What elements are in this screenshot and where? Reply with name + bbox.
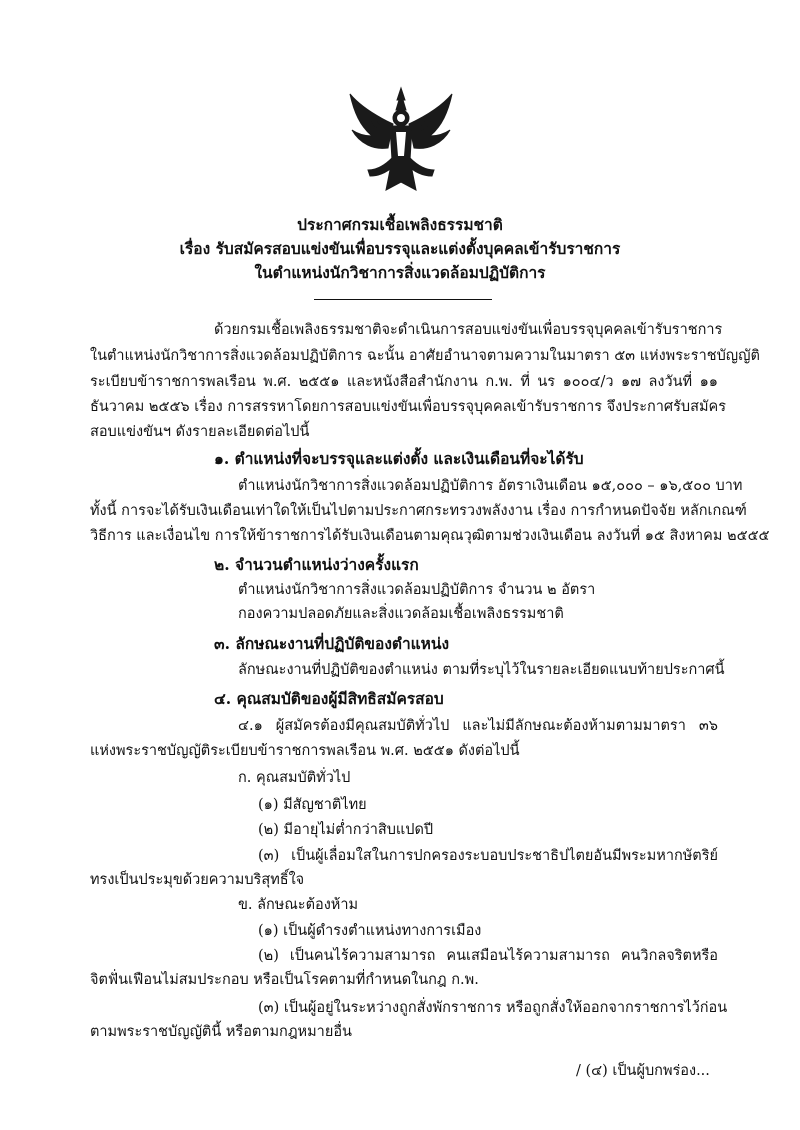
section-3-heading: ๓. ลักษณะงานที่ปฏิบัติของตำแหน่ง <box>214 634 450 653</box>
section-4-1-line-2: แห่งพระราชบัญญัติระเบียบข้าราชการพลเรือน พ.ศ. ๒๕๕๑ ดังต่อไปนี้ <box>90 743 520 759</box>
section-2-line-1: ตำแหน่งนักวิชาการสิ่งแวดล้อมปฏิบัติการ จำนวน ๒ อัตรา <box>238 582 596 598</box>
title-divider <box>314 299 492 300</box>
section-4-heading: ๔. คุณสมบัติของผู้มีสิทธิสมัครสอบ <box>214 689 444 708</box>
intro-line-1: ด้วยกรมเชื้อเพลิงธรรมชาติจะดำเนินการสอบแข่งขันเพื่อบรรจุบุคคลเข้ารับราชการ <box>214 322 723 338</box>
qualification-item-3-line-1: (๓) เป็นผู้เลื่อมใสในการปกครองระบอบประชาธิปไตยอันมีพระมหากษัตริย์ <box>258 848 718 864</box>
intro-line-5: สอบแข่งขันฯ ดังรายละเอียดต่อไปนี้ <box>90 424 310 440</box>
qualifications-heading: ก. คุณสมบัติทั่วไป <box>238 770 351 786</box>
announcement-issuer: ประกาศกรมเชื้อเพลิงธรรมชาติ <box>297 215 503 234</box>
announcement-position: ในตำแหน่งนักวิชาการสิ่งแวดล้อมปฏิบัติการ <box>254 263 546 282</box>
section-1-heading: ๑. ตำแหน่งที่จะบรรจุและแต่งตั้ง และเงินเดือนที่จะได้รับ <box>214 449 584 468</box>
intro-line-4: ธันวาคม ๒๕๕๖ เรื่อง การสรรหาโดยการสอบแข่งขันเพื่อบรรจุบุคคลเข้ารับราชการ จึงประกาศรับสมัคร <box>90 399 726 415</box>
section-3-line-1: ลักษณะงานที่ปฏิบัติของตำแหน่ง ตามที่ระบุไว้ในรายละเอียดแนบท้ายประกาศนี้ <box>238 662 725 678</box>
section-1-line-1: ตำแหน่งนักวิชาการสิ่งแวดล้อมปฏิบัติการ อัตราเงินเดือน ๑๕,๐๐๐ – ๑๖,๕๐๐ บาท <box>238 478 743 494</box>
qualification-item-3-line-2: ทรงเป็นประมุขด้วยความบริสุทธิ์ใจ <box>90 872 305 888</box>
garuda-emblem-icon <box>346 86 456 198</box>
section-2-heading: ๒. จำนวนตำแหน่งว่างครั้งแรก <box>214 555 419 574</box>
section-2-line-2: กองความปลอดภัยและสิ่งแวดล้อมเชื้อเพลิงธรรมชาติ <box>238 606 564 622</box>
prohibition-item-1: (๑) เป็นผู้ดำรงตำแหน่งทางการเมือง <box>258 923 482 939</box>
section-1-line-3: วิธีการ และเงื่อนไข การให้ข้าราชการได้รับเงินเดือนตามคุณวุฒิตามช่วงเงินเดือน ลงวันที่ ๑๕ สิงหาคม ๒๕๕๕ <box>90 528 770 544</box>
section-1-line-2: ทั้งนี้ การจะได้รับเงินเดือนเท่าใดให้เป็นไปตามประกาศกระทรวงพลังงาน เรื่อง การกำหนดปัจจัย หลักเกณฑ์ <box>90 503 747 519</box>
qualification-item-2: (๒) มีอายุไม่ต่ำกว่าสิบแปดปี <box>258 822 434 838</box>
intro-line-3: ระเบียบข้าราชการพลเรือน พ.ศ. ๒๕๕๑ และหนังสือสำนักงาน ก.พ. ที่ นร ๑๐๐๔/ว ๑๗ ลงวันที่ ๑๑ <box>90 374 718 390</box>
prohibitions-heading: ข. ลักษณะต้องห้าม <box>238 897 359 913</box>
prohibition-item-3-line-2: ตามพระราชบัญญัตินี้ หรือตามกฎหมายอื่น <box>90 1024 352 1040</box>
announcement-subject: เรื่อง รับสมัครสอบแข่งขันเพื่อบรรจุและแต่งตั้งบุคคลเข้ารับราชการ <box>179 239 621 258</box>
page-continuation: / (๔) เป็นผู้บกพร่อง... <box>576 1063 710 1079</box>
prohibition-item-2-line-1: (๒) เป็นคนไร้ความสามารถ คนเสมือนไร้ความสามารถ คนวิกลจริตหรือ <box>258 948 718 964</box>
prohibition-item-3-line-1: (๓) เป็นผู้อยู่ในระหว่างถูกสั่งพักราชการ หรือถูกสั่งให้ออกจากราชการไว้ก่อน <box>258 1000 728 1016</box>
prohibition-item-2-line-2: จิตฟั่นเฟือนไม่สมประกอบ หรือเป็นโรคตามที่กำหนดในกฎ ก.พ. <box>90 972 479 988</box>
intro-line-2: ในตำแหน่งนักวิชาการสิ่งแวดล้อมปฏิบัติการ ฉะนั้น อาศัยอำนาจตามความในมาตรา ๕๓ แห่งพระราชบัญญัติ <box>90 348 760 364</box>
qualification-item-1: (๑) มีสัญชาติไทย <box>258 797 367 813</box>
section-4-1-line-1: ๔.๑ ผู้สมัครต้องมีคุณสมบัติทั่วไป และไม่มีลักษณะต้องห้ามตามมาตรา ๓๖ <box>238 718 718 734</box>
